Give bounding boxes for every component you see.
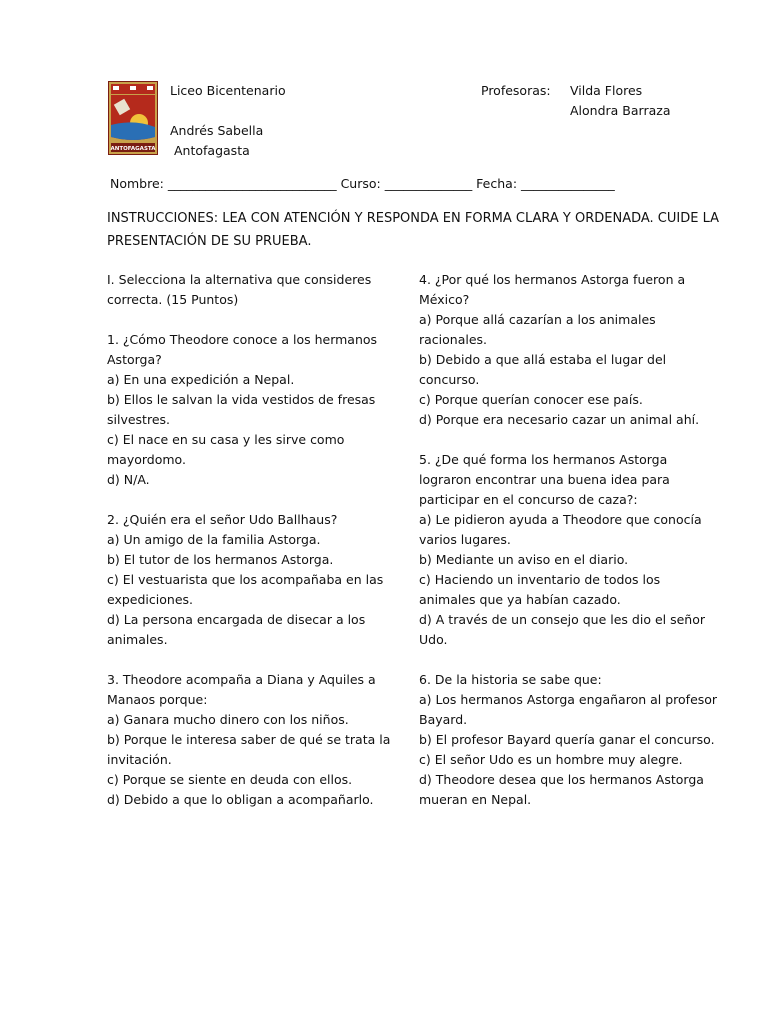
option-a: a) Ganara mucho dinero con los niños.	[107, 712, 349, 727]
question-2	[107, 510, 384, 650]
teacher-1: Vilda Flores	[570, 83, 643, 98]
option-b: b) Ellos le salvan la vida vestidos de fresas	[107, 392, 376, 407]
option-d: d) N/A.	[107, 472, 150, 487]
option-c: c) Porque querían conocer ese país.	[419, 392, 643, 407]
question-text: Manaos porque:	[107, 692, 208, 707]
question-text: 1. ¿Cómo Theodore conoce a los hermanos	[107, 332, 378, 347]
option-d: d) Theodore desea que los hermanos Astorga	[419, 772, 704, 787]
section-heading	[107, 270, 377, 310]
option-c: c) Porque se siente en deuda con ellos.	[107, 772, 353, 787]
option-d: animales.	[107, 632, 168, 647]
option-d: d) Debido a que lo obligan a acompañarlo.	[107, 792, 374, 807]
option-b: b) Porque le interesa saber de qué se trata la	[107, 732, 391, 747]
question-5	[419, 450, 719, 650]
school-crest-logo	[108, 81, 158, 155]
question-text: Astorga?	[107, 352, 162, 367]
school-city: Antofagasta	[174, 143, 250, 158]
option-c: c) El vestuarista que los acompañaba en las	[107, 572, 384, 587]
option-b: b) El profesor Bayard quería ganar el concurso.	[419, 732, 715, 747]
question-text: 5. ¿De qué forma los hermanos Astorga	[419, 452, 668, 467]
option-d: Udo.	[419, 632, 448, 647]
option-d: d) Porque era necesario cazar un animal ahí.	[419, 412, 700, 427]
option-a: varios lugares.	[419, 532, 511, 547]
option-b: concurso.	[419, 372, 480, 387]
option-b: invitación.	[107, 752, 172, 767]
instructions	[107, 207, 720, 253]
option-a: Bayard.	[419, 712, 468, 727]
left-column	[107, 270, 391, 810]
option-a: a) Un amigo de la familia Astorga.	[107, 532, 321, 547]
school-subname: Andrés Sabella	[170, 123, 264, 138]
logo-text: ANTOFAGASTA	[110, 146, 156, 152]
student-info-line: Nombre: ___________________________ Curso: ______________ Fecha: _______________	[110, 176, 615, 191]
option-a: a) En una expedición a Nepal.	[107, 372, 295, 387]
text-line: correcta. (15 Puntos)	[107, 292, 239, 307]
option-a: a) Le pidieron ayuda a Theodore que conocía	[419, 512, 702, 527]
option-b: b) El tutor de los hermanos Astorga.	[107, 552, 334, 567]
option-c: c) El señor Udo es un hombre muy alegre.	[419, 752, 683, 767]
option-c: c) El nace en su casa y les sirve como	[107, 432, 345, 447]
option-b: b) Mediante un aviso en el diario.	[419, 552, 629, 567]
right-column	[419, 270, 719, 810]
option-c: expediciones.	[107, 592, 193, 607]
instructions-line: PRESENTACIÓN DE SU PRUEBA.	[107, 234, 312, 249]
question-text: 4. ¿Por qué los hermanos Astorga fueron a	[419, 272, 686, 287]
question-4	[419, 270, 719, 430]
option-c: mayordomo.	[107, 452, 186, 467]
option-a: a) Los hermanos Astorga engañaron al profesor	[419, 692, 718, 707]
option-d: mueran en Nepal.	[419, 792, 532, 807]
option-c: c) Haciendo un inventario de todos los	[419, 572, 661, 587]
option-a: a) Porque allá cazarían a los animales	[419, 312, 656, 327]
text-line: I. Selecciona la alternativa que consideres	[107, 272, 372, 287]
school-name: Liceo Bicentenario	[170, 83, 286, 98]
question-text: 3. Theodore acompaña a Diana y Aquiles a	[107, 672, 376, 687]
option-b: b) Debido a que allá estaba el lugar del	[419, 352, 667, 367]
question-text: 2. ¿Quién era el señor Udo Ballhaus?	[107, 512, 338, 527]
teachers-label: Profesoras:	[481, 83, 551, 98]
option-c: animales que ya habían cazado.	[419, 592, 621, 607]
option-b: silvestres.	[107, 412, 171, 427]
question-text: participar en el concurso de caza?:	[419, 492, 638, 507]
question-1	[107, 330, 377, 490]
question-text: lograron encontrar una buena idea para	[419, 472, 670, 487]
question-text: 6. De la historia se sabe que:	[419, 672, 602, 687]
option-a: racionales.	[419, 332, 488, 347]
question-3	[107, 670, 391, 810]
option-d: d) A través de un consejo que les dio el señor	[419, 612, 705, 627]
teacher-2: Alondra Barraza	[570, 103, 671, 118]
option-d: d) La persona encargada de disecar a los	[107, 612, 366, 627]
question-6	[419, 670, 719, 810]
instructions-line: INSTRUCCIONES: LEA CON ATENCIÓN Y RESPONDA EN FORMA CLARA Y ORDENADA. CUIDE LA	[107, 211, 720, 226]
question-text: México?	[419, 292, 470, 307]
